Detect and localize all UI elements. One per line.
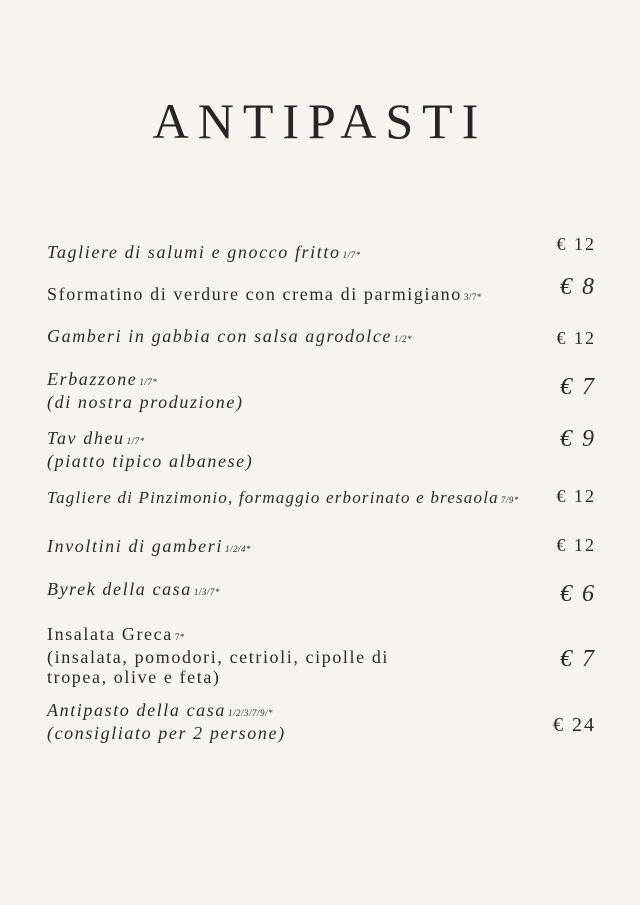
item-name: Sformatino di verdure con crema di parmigiano [47, 284, 462, 304]
item-note: (piatto tipico albanese) [47, 451, 254, 471]
item-note: (di nostra produzione) [47, 392, 244, 412]
item-price: € 7 [560, 646, 596, 672]
item-name: Insalata Greca [47, 624, 173, 644]
item-note: (consigliato per 2 persone) [47, 723, 286, 743]
item-allergens: 1/2/4* [224, 544, 251, 554]
menu-item [47, 488, 537, 510]
item-note-line: tropea, olive e feta) [47, 667, 221, 687]
item-allergens: 1/7* [342, 250, 361, 260]
item-name: Byrek della casa [47, 579, 192, 599]
menu-item [47, 700, 537, 743]
item-price: € 12 [556, 328, 596, 348]
item-allergens: 1/2* [394, 334, 413, 344]
item-name: Tav dheu [47, 428, 125, 448]
item-allergens: 1/2/3/7/9/* [228, 708, 274, 718]
item-allergens: 7/9* [500, 495, 519, 505]
item-name: Involtini di gamberi [47, 536, 223, 556]
item-price: € 24 [553, 714, 596, 736]
item-allergens: 3/7* [463, 292, 482, 302]
item-name: Tagliere di salumi e gnocco fritto [47, 242, 341, 262]
item-name-row [47, 428, 537, 451]
menu-item [47, 326, 537, 349]
menu-item [47, 242, 537, 265]
item-price: € 12 [556, 486, 596, 506]
item-name-row [47, 369, 537, 392]
item-name: Erbazzone [47, 369, 138, 389]
menu-item [47, 284, 537, 307]
item-name: Tagliere di Pinzimonio, formaggio erborinato e bresaola [47, 488, 499, 507]
item-name-row [47, 624, 537, 647]
item-name-row [47, 579, 537, 602]
item-allergens: 1/7* [139, 377, 158, 387]
item-price: € 8 [560, 274, 596, 300]
item-allergens: 1/7* [126, 436, 145, 446]
item-price: € 7 [560, 374, 596, 400]
page-title: ANTIPASTI [152, 93, 488, 149]
item-price: € 12 [556, 234, 596, 254]
item-name-row [47, 242, 537, 265]
item-name: Antipasto della casa [47, 700, 226, 720]
item-name: Gamberi in gabbia con salsa agrodolce [47, 326, 393, 346]
menu-item [47, 624, 537, 687]
item-allergens: 7* [174, 632, 185, 642]
item-note-line: (insalata, pomodori, cetrioli, cipolle di [47, 647, 390, 667]
item-name-row [47, 700, 537, 723]
menu-item [47, 579, 537, 602]
item-allergens: 1/3/7* [193, 587, 220, 597]
item-price: € 6 [560, 581, 596, 607]
item-name-row [47, 284, 537, 307]
item-name-row [47, 326, 537, 349]
item-name-row [47, 536, 537, 559]
menu-item [47, 428, 537, 471]
menu-item [47, 536, 537, 559]
item-price: € 9 [560, 426, 596, 452]
menu-item [47, 369, 537, 412]
item-price: € 12 [556, 535, 596, 555]
item-name-row [47, 488, 537, 510]
